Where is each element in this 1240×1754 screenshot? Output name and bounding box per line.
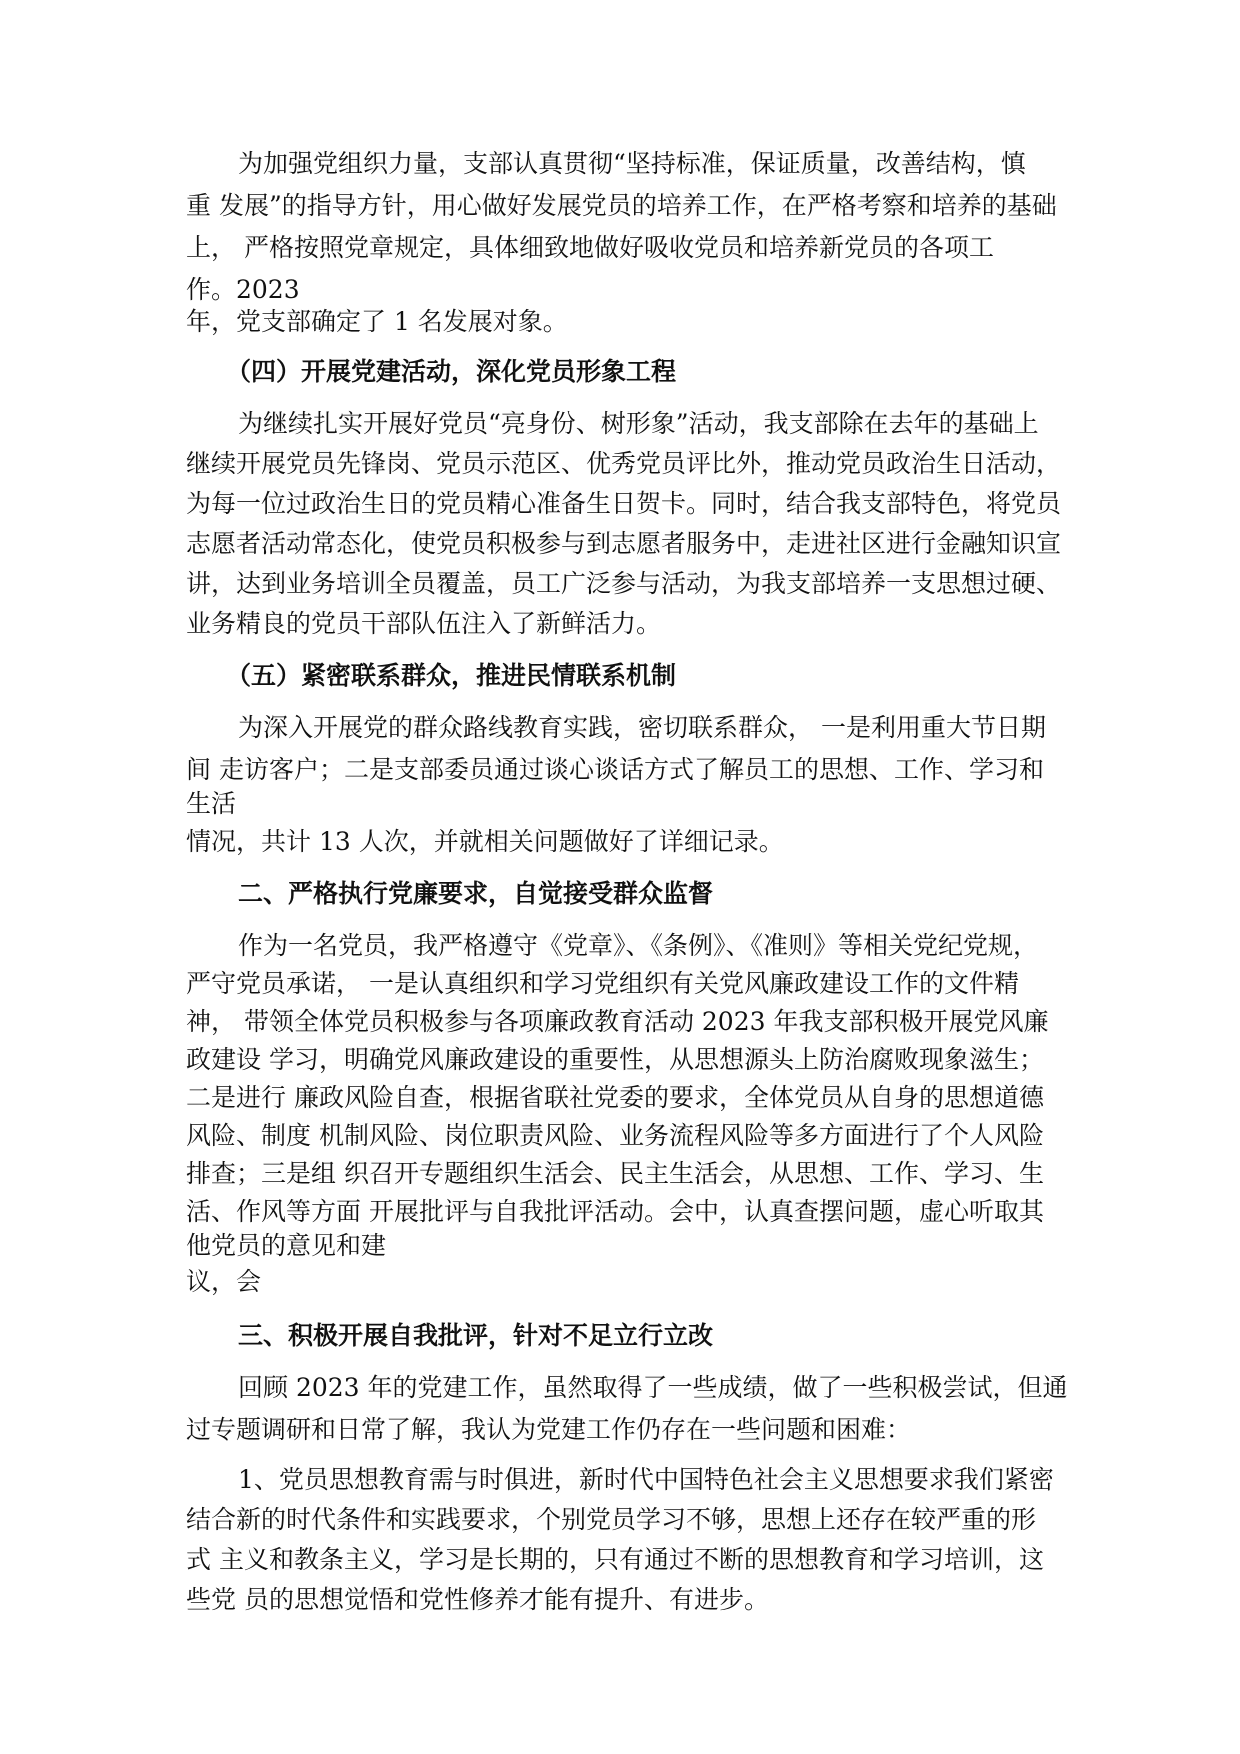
paragraph-line: 讲，达到业务培训全员覆盖，员工广泛参与活动，为我支部培养一支思想过硬、: [186, 569, 1062, 598]
section-heading-three: 三、积极开展自我批评，针对不足立行立改: [238, 1321, 714, 1350]
paragraph-line: 活、作风等方面 开展批评与自我批评活动。会中，认真查摆问题，虚心听取其: [186, 1197, 1044, 1226]
paragraph-line: 重 发展”的指导方针，用心做好发展党员的培养工作，在严格考察和培养的基础: [186, 191, 1057, 220]
section-heading-5: （五）紧密联系群众，推进民情联系机制: [226, 661, 677, 690]
paragraph-line: 作。2023: [186, 275, 300, 304]
paragraph-line: 志愿者活动常态化，使党员积极参与到志愿者服务中，走进社区进行金融知识宣: [186, 529, 1062, 558]
paragraph-line: 些党 员的思想觉悟和党性修养才能有提升、有进步。: [186, 1585, 769, 1614]
paragraph-line: 生活: [186, 789, 237, 818]
paragraph-line: 业务精良的党员干部队伍注入了新鲜活力。: [186, 609, 662, 638]
paragraph-line: 回顾 2023 年的党建工作，虽然取得了一些成绩，做了一些积极尝试，但通: [238, 1373, 1068, 1402]
paragraph-line: 为每一位过政治生日的党员精心准备生日贺卡。同时，结合我支部特色，将党员: [186, 489, 1062, 518]
paragraph-line: 他党员的意见和建: [186, 1231, 387, 1260]
paragraph-line: 过专题调研和日常了解，我认为党建工作仍存在一些问题和困难：: [186, 1415, 912, 1444]
paragraph-line: 1、党员思想教育需与时俱进，新时代中国特色社会主义思想要求我们紧密: [238, 1465, 1054, 1494]
paragraph-line: 间 走访客户；二是支部委员通过谈心谈话方式了解员工的思想、工作、学习和: [186, 755, 1044, 784]
paragraph-line: 式 主义和教条主义，学习是长期的，只有通过不断的思想教育和学习培训，这: [186, 1545, 1044, 1574]
paragraph-line: 神， 带领全体党员积极参与各项廉政教育活动 2023 年我支部积极开展党风廉: [186, 1007, 1049, 1036]
paragraph-line: 排查；三是组 织召开专题组织生活会、民主生活会，从思想、工作、学习、生: [186, 1159, 1044, 1188]
paragraph-line: 为加强党组织力量，支部认真贯彻“坚持标准，保证质量，改善结构，慎: [238, 149, 1026, 178]
paragraph-line: 风险、制度 机制风险、岗位职责风险、业务流程风险等多方面进行了个人风险: [186, 1121, 1044, 1150]
paragraph-line: 为深入开展党的群众路线教育实践，密切联系群众， 一是利用重大节日期: [238, 713, 1046, 742]
paragraph-line: 政建设 学习，明确党风廉政建设的重要性，从思想源头上防治腐败现象滋生；: [186, 1045, 1044, 1074]
paragraph-line: 结合新的时代条件和实践要求，个别党员学习不够，思想上还存在较严重的形: [186, 1505, 1037, 1534]
section-heading-4: （四）开展党建活动，深化党员形象工程: [226, 357, 677, 386]
paragraph-line: 议，会: [186, 1267, 262, 1296]
paragraph-line: 作为一名党员，我严格遵守《党章》、《条例》、《准则》等相关党纪党规，: [238, 931, 1039, 960]
paragraph-line: 二是进行 廉政风险自查，根据省联社党委的要求，全体党员从自身的思想道德: [186, 1083, 1044, 1112]
paragraph-line: 严守党员承诺， 一是认真组织和学习党组织有关党风廉政建设工作的文件精: [186, 969, 1019, 998]
paragraph-line: 继续开展党员先锋岗、党员示范区、优秀党员评比外，推动党员政治生日活动，: [186, 449, 1062, 478]
paragraph-line: 上， 严格按照党章规定，具体细致地做好吸收党员和培养新党员的各项工: [186, 233, 994, 262]
section-heading-two: 二、严格执行党廉要求，自觉接受群众监督: [238, 879, 714, 908]
paragraph-line: 年，党支部确定了 1 名发展对象。: [186, 307, 568, 336]
paragraph-line: 为继续扎实开展好党员“亮身份、树形象”活动，我支部除在去年的基础上: [238, 409, 1039, 438]
paragraph-line: 情况，共计 13 人次，并就相关问题做好了详细记录。: [186, 827, 784, 856]
